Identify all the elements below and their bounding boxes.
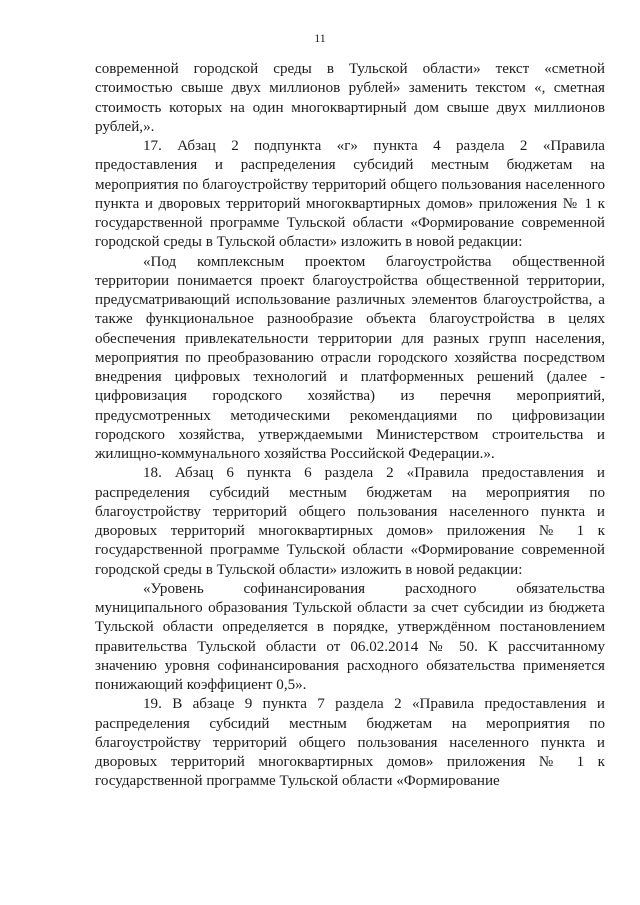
page-number: 11 [314,31,326,45]
paragraph-item-17: 17. Абзац 2 подпункта «г» пункта 4 раздела 2 «Правила предоставления и распределения субсидий местным бюджетам на мероприятия по благоустройству территорий общего пользования населенного пункта и дворовых территорий многоквартирных домов» приложения № 1 к государственной программе Тульской области «Формирование современной городской среды в Тульской области» изложить в новой редакции: [95,138,605,251]
paragraph-quote-cofinancing: «Уровень софинансирования расходного обязательства муниципального образования Тульской области за счет субсидии из бюджета Тульской области определяется в порядке, утверждённом постановлением правительства Тульской области от 06.02.2014 № 50. К рассчитанному значению уровня софинансирования расходного обязательства применяется понижающий коэффициент 0,5». [95,580,605,693]
document-body [95,60,605,792]
paragraph-quote-definition: «Под комплексным проектом благоустройства общественной территории понимается проект благоустройства общественной территории, предусматривающий использование различных элементов благоустройства, а также функциональное разнообразие объекта благоустройства в целях обеспечения привлекательности территории для разных групп населения, мероприятия по преобразованию отрасли городского хозяйства посредством внедрения цифровых технологий и платформенных решений (далее - цифровизация городского хозяйства) из перечня мероприятий, предусмотренных методическими рекомендациями по цифровизации городского хозяйства, утверждаемыми Министерством строительства и жилищно-коммунального хозяйства Российской Федерации.». [95,253,605,462]
paragraph-item-18: 18. Абзац 6 пункта 6 раздела 2 «Правила предоставления и распределения субсидий местным бюджетам на мероприятия по благоустройству территорий общего пользования населенного пункта и дворовых территорий многоквартирных домов» приложения № 1 к государственной программе Тульской области «Формирование современной городской среды в Тульской области» изложить в новой редакции: [95,465,605,578]
paragraph-continuation: современной городской среды в Тульской области» текст «сметной стоимостью свыше двух миллионов рублей» заменить текстом «, сметная стоимость которых на один многоквартирный дом свыше двух миллионов рублей,». [95,61,605,135]
paragraph-item-19: 19. В абзаце 9 пункта 7 раздела 2 «Правила предоставления и распределения субсидий местным бюджетам на мероприятия по благоустройству территорий общего пользования населенного пункта и дворовых территорий многоквартирных домов» приложения № 1 к государственной программе Тульской области «Формирование [95,696,605,790]
